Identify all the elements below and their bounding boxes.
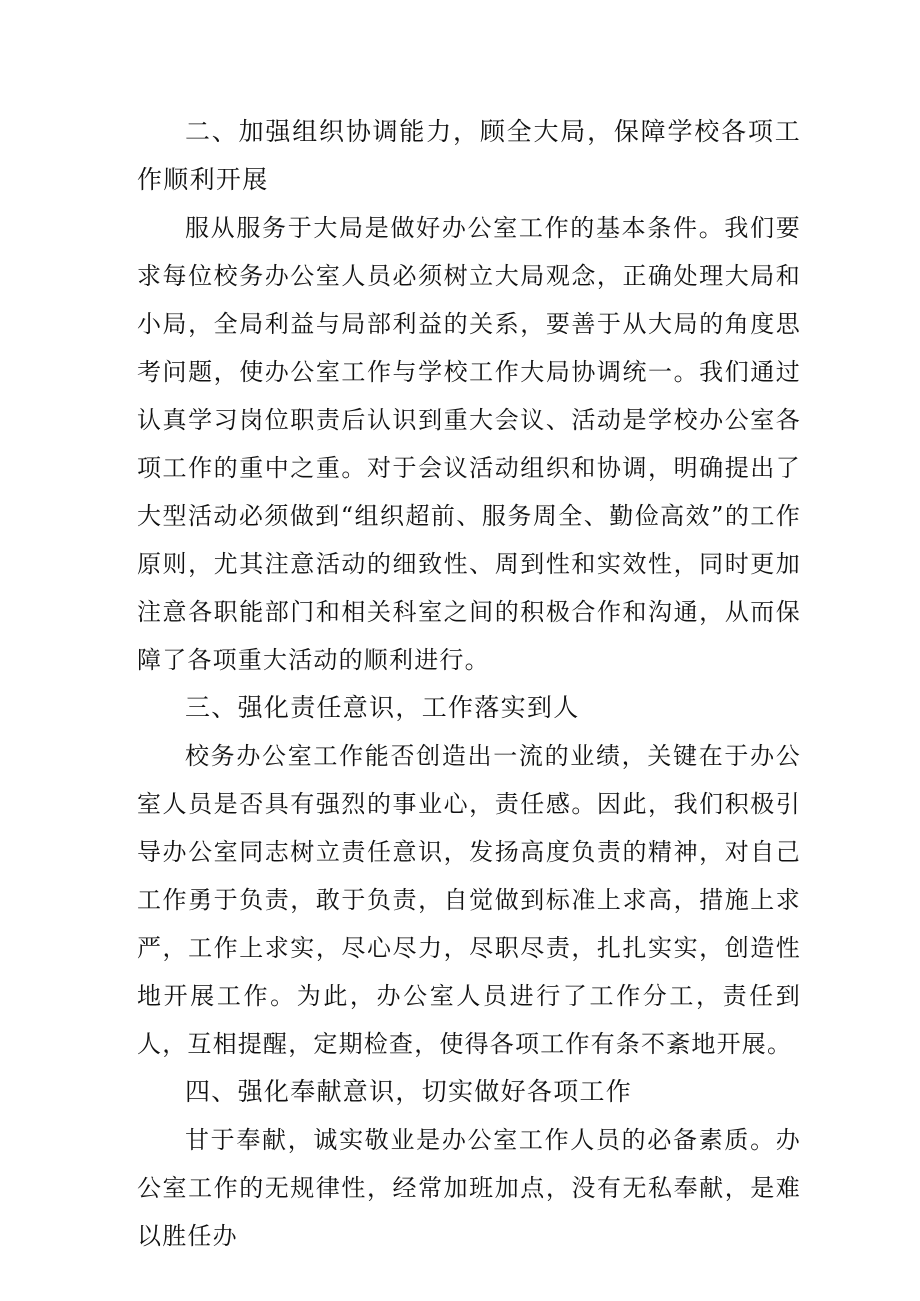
section-paragraph-4: 甘于奉献，诚实敬业是办公室工作人员的必备素质。办公室工作的无规律性，经常加班加点，没有无私奉献，是难以胜任办 (137, 1126, 801, 1250)
section-heading-4: 四、强化奉献意识，切实做好各项工作 (185, 1077, 633, 1106)
section-paragraph-2: 服从服务于大局是做好办公室工作的基本条件。我们要求每位校务办公室人员必须树立大局观念，正确处理大局和小局，全局利益与局部利益的关系，要善于从大局的角度思考问题，使办公室工作与学校工作大局协调统一。我们通过认真学习岗位职责后认识到重大会议、活动是学校办公室各项工作的重中之重。对于会议活动组织和协调，明确提出了大型活动必须做到“组织超前、服务周全、勤俭高效”的工作原则，尤其注意活动的细致性、周到性和实效性，同时更加注意各职能部门和相关科室之间的积极合作和沟通，从而保障了各项重大活动的顺利进行。 (137, 214, 801, 674)
document-body (137, 108, 801, 1260)
section-heading-3: 三、强化责任意识，工作落实到人 (185, 693, 580, 722)
section-heading-2: 二、加强组织协调能力，顾全大局，保障学校各项工作顺利开展 (137, 117, 801, 194)
section-paragraph-3: 校务办公室工作能否创造出一流的业绩，关键在于办公室人员是否具有强烈的事业心，责任感。因此，我们积极引导办公室同志树立责任意识，发扬高度负责的精神，对自己工作勇于负责，敢于负责，自觉做到标准上求高，措施上求严，工作上求实，尽心尽力，尽职尽责，扎扎实实，创造性地开展工作。为此，办公室人员进行了工作分工，责任到人，互相提醒，定期检查，使得各项工作有条不紊地开展。 (137, 742, 801, 1058)
